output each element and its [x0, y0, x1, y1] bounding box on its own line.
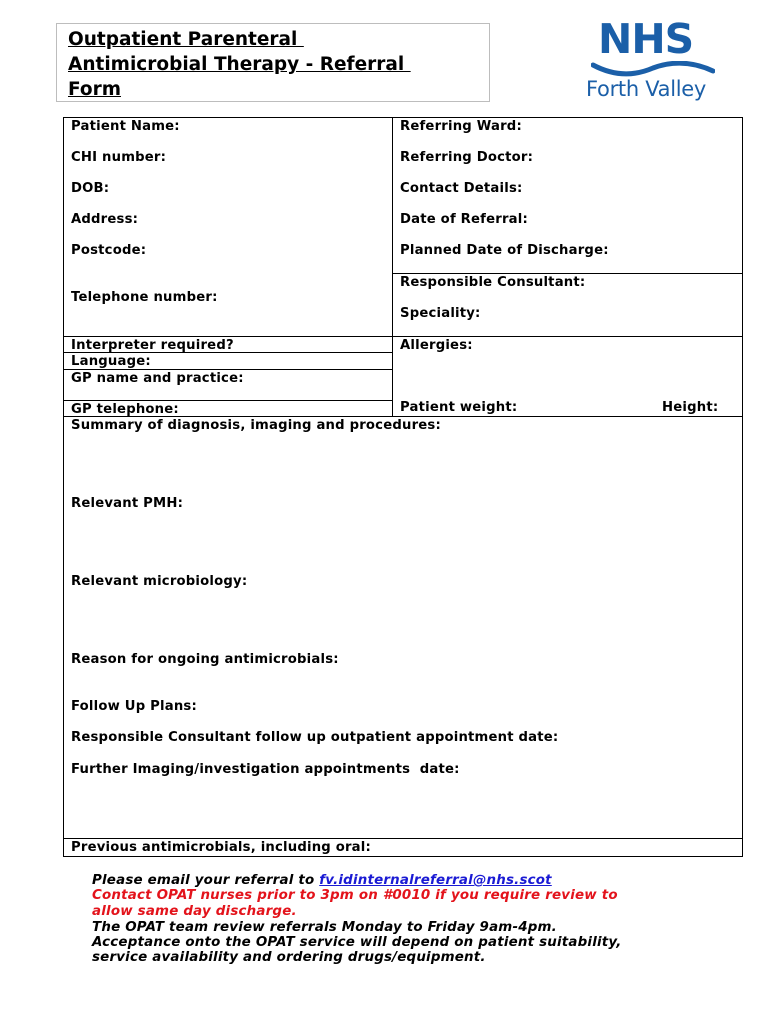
relevant-microbiology-label: Relevant microbiology: [71, 574, 248, 589]
summary-label: Summary of diagnosis, imaging and procedures: [71, 418, 441, 433]
speciality-label: Speciality: [400, 306, 481, 321]
postcode-label: Postcode: [71, 243, 147, 258]
address-label: Address: [71, 212, 139, 227]
form-title-line-1: Outpatient Parenteral [68, 29, 304, 50]
language-label: Language: [71, 354, 151, 369]
date-of-referral-label: Date of Referral: [400, 212, 528, 227]
referring-ward-label: Referring Ward: [400, 119, 522, 134]
service-availability-line: service availability and ordering drugs/equipment. [92, 950, 486, 965]
acceptance-line: Acceptance onto the OPAT service will depend on patient suitability, [92, 935, 622, 950]
previous-antimicrobials-label: Previous antimicrobials, including oral: [71, 840, 371, 855]
email-instruction [92, 873, 552, 888]
form-title-line-2: Antimicrobial Therapy - Referral [68, 54, 411, 75]
chi-number-label: CHI number: [71, 150, 167, 165]
contact-nurses-line: Contact OPAT nurses prior to 3pm on #0010 if you require review to [92, 888, 618, 903]
dob-label: DOB: [71, 181, 110, 196]
patient-weight-label: Patient weight: [400, 400, 518, 415]
follow-up-plans-label: Follow Up Plans: [71, 699, 197, 714]
responsible-consultant-label: Responsible Consultant: [400, 275, 586, 290]
wave-icon [591, 61, 715, 77]
same-day-discharge-line: allow same day discharge. [92, 904, 297, 919]
height-label: Height: [662, 400, 719, 415]
nhs-logo-icon [598, 17, 702, 60]
review-hours-line: The OPAT team review referrals Monday to Friday 9am-4pm. [92, 920, 557, 935]
gp-name-label: GP name and practice: [71, 371, 244, 386]
further-imaging-label: Further Imaging/investigation appointments date: [71, 762, 460, 777]
nhs-logo-text: NHS [598, 17, 694, 60]
telephone-label: Telephone number: [71, 290, 218, 305]
allergies-label: Allergies: [400, 338, 473, 353]
nhs-forth-valley-logo [585, 17, 715, 107]
relevant-pmh-label: Relevant PMH: [71, 496, 184, 511]
referring-doctor-label: Referring Doctor: [400, 150, 534, 165]
form-title-line-3: Form [68, 79, 121, 100]
gp-telephone-label: GP telephone: [71, 402, 179, 417]
form-title-box [56, 23, 490, 102]
email-prefix: Please email your referral to [92, 873, 320, 888]
referral-email-link[interactable]: fv.idinternalreferral@nhs.scot [319, 873, 552, 888]
logo-org-name: Forth Valley [586, 77, 707, 101]
planned-discharge-label: Planned Date of Discharge: [400, 243, 609, 258]
consultant-followup-label: Responsible Consultant follow up outpatient appointment date: [71, 730, 559, 745]
contact-details-label: Contact Details: [400, 181, 523, 196]
interpreter-label: Interpreter required? [71, 338, 234, 353]
reason-antimicrobials-label: Reason for ongoing antimicrobials: [71, 652, 339, 667]
patient-name-label: Patient Name: [71, 119, 180, 134]
